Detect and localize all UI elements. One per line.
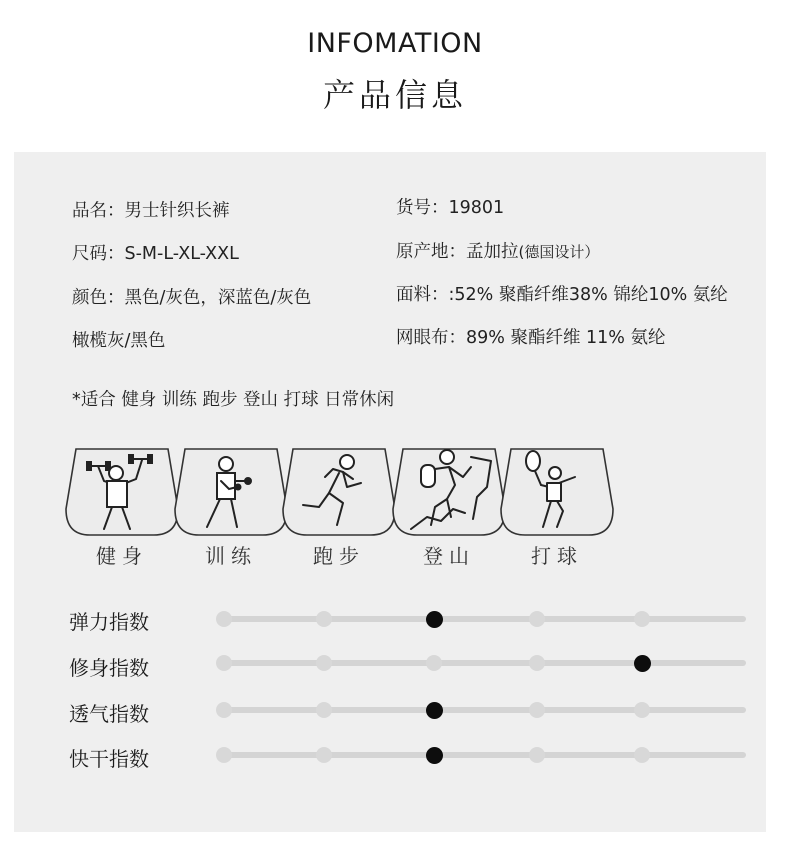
color-options-cont: 橄榄灰/黑色 bbox=[72, 331, 166, 351]
color-options: 颜色：黑色/灰色，深蓝色/灰色 bbox=[72, 288, 312, 308]
activity-card-running bbox=[281, 447, 397, 537]
rating-dot bbox=[634, 611, 650, 627]
origin-country: 原产地：孟加拉 bbox=[396, 242, 519, 262]
origin-note: (德国设计） bbox=[518, 243, 600, 261]
rating-dot-active bbox=[426, 747, 443, 764]
rating-dot bbox=[529, 655, 545, 671]
fabric-composition: 面料：:52% 聚酯纤维38% 锦纶10% 氨纶 bbox=[396, 285, 728, 305]
rating-dot bbox=[316, 611, 332, 627]
size-range: 尺码：S-M-L-XL-XXL bbox=[72, 244, 239, 264]
rating-dot-active bbox=[634, 655, 651, 672]
rating-dot bbox=[216, 611, 232, 627]
activity-card-training bbox=[173, 447, 289, 537]
item-number: 货号：19801 bbox=[396, 198, 505, 218]
rating-dot-active bbox=[426, 611, 443, 628]
rating-dot bbox=[316, 702, 332, 718]
rating-track-quickdry bbox=[224, 752, 746, 758]
header-title-en: INFOMATION bbox=[307, 28, 483, 59]
running-icon bbox=[281, 447, 397, 537]
rating-track-elasticity bbox=[224, 616, 746, 622]
rating-track-breathability bbox=[224, 707, 746, 713]
activity-card-badminton bbox=[499, 447, 615, 537]
rating-dot bbox=[634, 747, 650, 763]
rating-track-fit bbox=[224, 660, 746, 666]
rating-label-fit: 修身指数 bbox=[69, 656, 149, 680]
rating-label-breathability: 透气指数 bbox=[69, 702, 149, 726]
rating-dot bbox=[216, 702, 232, 718]
activity-label-hiking: 登山 bbox=[423, 544, 475, 568]
activity-card-fitness bbox=[64, 447, 180, 537]
product-name: 品名：男士针织长裤 bbox=[72, 201, 230, 221]
activity-card-hiking bbox=[391, 447, 507, 537]
rating-dot bbox=[529, 611, 545, 627]
rating-dot bbox=[529, 747, 545, 763]
hiking-icon bbox=[391, 447, 507, 537]
boxing-icon bbox=[173, 447, 289, 537]
activity-label-training: 训练 bbox=[205, 544, 257, 568]
activity-label-fitness: 健身 bbox=[96, 544, 148, 568]
rating-dot-active bbox=[426, 702, 443, 719]
rating-dot bbox=[426, 655, 442, 671]
badminton-icon bbox=[499, 447, 615, 537]
rating-dot bbox=[216, 655, 232, 671]
rating-dot bbox=[316, 747, 332, 763]
rating-dot bbox=[316, 655, 332, 671]
origin bbox=[396, 238, 599, 263]
activity-label-badminton: 打球 bbox=[531, 544, 583, 568]
rating-dot bbox=[216, 747, 232, 763]
rating-label-elasticity: 弹力指数 bbox=[69, 610, 149, 634]
rating-label-quickdry: 快干指数 bbox=[69, 747, 149, 771]
rating-dot bbox=[529, 702, 545, 718]
weightlifting-icon bbox=[64, 447, 180, 537]
suitable-activities: *适合 健身 训练 跑步 登山 打球 日常休闲 bbox=[72, 390, 395, 410]
mesh-composition: 网眼布：89% 聚酯纤维 11% 氨纶 bbox=[396, 328, 666, 348]
rating-dot bbox=[634, 702, 650, 718]
header-title-cn: 产品信息 bbox=[322, 76, 467, 114]
activity-label-running: 跑步 bbox=[313, 544, 365, 568]
